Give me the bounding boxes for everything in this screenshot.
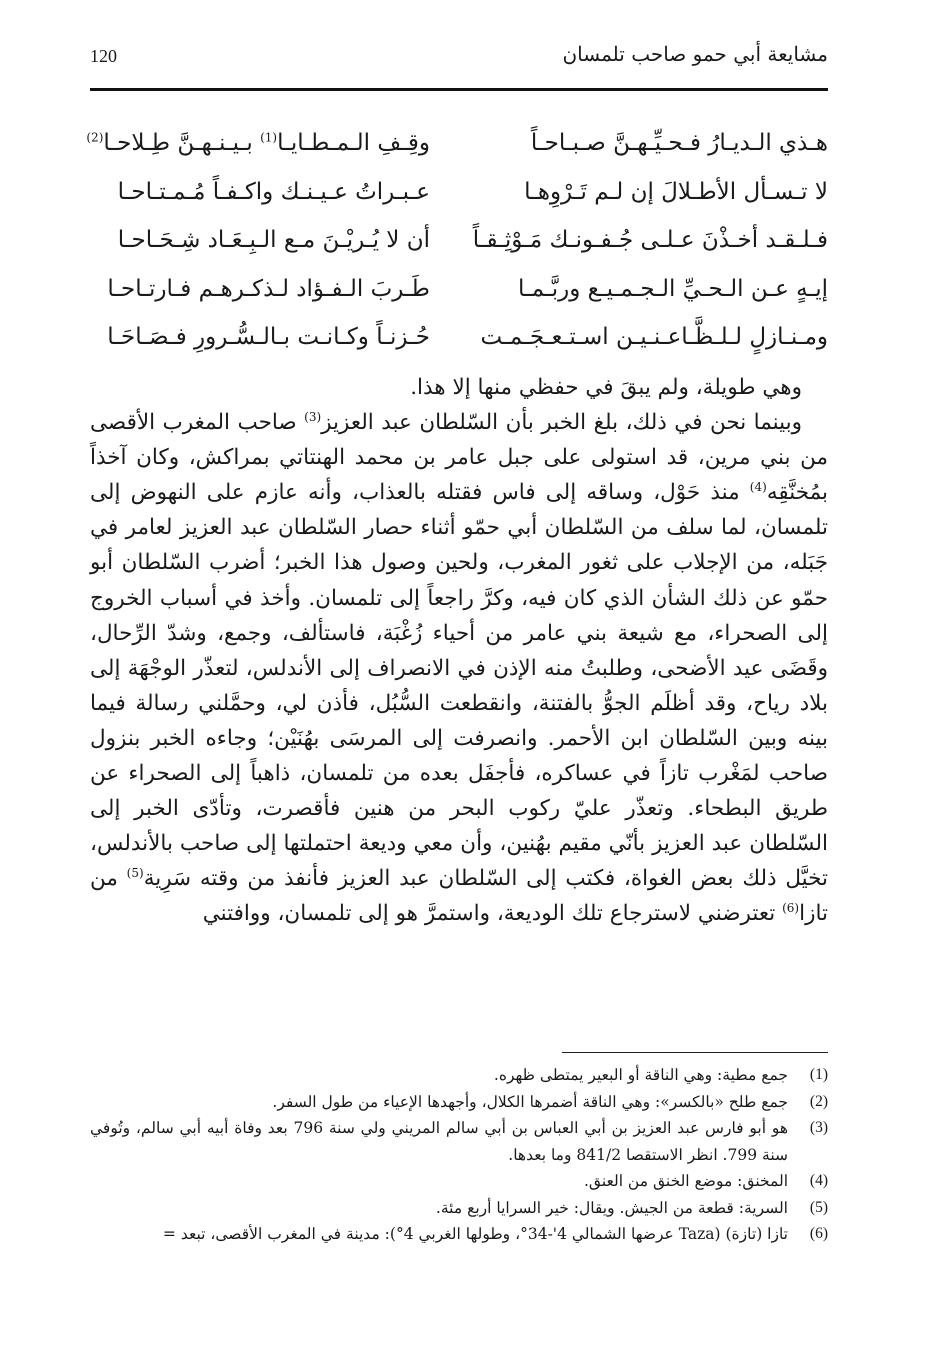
footnote-number: (3) — [809, 1119, 828, 1136]
footnote — [90, 1221, 828, 1248]
footnote-text: جمع مطية: وهي الناقة أو البعير يمتطى ظهره. — [493, 1066, 788, 1084]
verse-second-hemistich: أن لا يُـريْـنَ مـع الـبِـعَـاد شِـحَـاحـا — [117, 227, 430, 253]
footnote — [90, 1089, 828, 1116]
verse-first-hemistich: فـلـقـد أخـذْنَ عـلـى جُـفـونـك مَـوْثِـقـاً — [472, 227, 828, 253]
footnote-ref: (2) — [86, 130, 104, 145]
body-text — [90, 370, 828, 932]
page-header — [90, 40, 828, 84]
footnote-number: (2) — [809, 1092, 828, 1110]
verse-first-hemistich: لا تـسـأل الأطـلالَ إن لـم تَـرْوِهـا — [524, 178, 828, 205]
footnote-ref: (5) — [126, 866, 144, 881]
footnote — [90, 1168, 828, 1195]
verse — [86, 118, 828, 167]
footnote — [90, 1062, 828, 1089]
verse-first-hemistich: إيـهٍ عـن الـحـيِّ الـجـمـيـع وربَّـمـا — [517, 275, 828, 302]
footnote-ref: (4) — [749, 480, 767, 495]
verse — [90, 264, 828, 313]
verse — [90, 215, 828, 264]
footnote-ref: (6) — [782, 901, 800, 916]
verse-second-hemistich: عـبـراتُ عـيـنـك واكـفـاً مُـمـتـاحـا — [117, 178, 430, 205]
verse-second-hemistich: وقِـفِ الـمـطـايـا$^{(1)}$ بـيـنـهـنَّ طِـلاحـا$^{(2)}$ — [86, 130, 430, 156]
footnote-number: (5) — [809, 1198, 828, 1216]
footnote-rule — [562, 1052, 828, 1053]
footnote-ref: (3) — [304, 409, 322, 424]
paragraph: وهي طويلة، ولم يبقَ في حفظي منها إلا هذا. — [410, 375, 802, 400]
verse-first-hemistich: ومـنـازلٍ لـلـظَّـاعـنـيـن اسـتـعـجَـمـت — [480, 324, 828, 350]
footnote-text: تازا (تازة) (Taza عرضها الشمالي 4'-34°، وطولها الغربي 4°): مدينة في المغرب الأقصى، تبعد = — [162, 1225, 788, 1243]
footnote — [90, 1195, 828, 1222]
footnote-text: هو أبو فارس عبد العزيز بن أبي العباس بن أبي سالم المريني ولي سنة 796 بعد وفاة أبيه أبي سالم، وتُوفي سنة 799. انظر الاستقصا 841/2 وما بعدها. — [90, 1119, 788, 1164]
header-rule — [90, 88, 828, 91]
verse-second-hemistich: حُـزنـاً وكـانـت بـالـسُّـرورِ فـصَـاحَـا — [107, 324, 430, 350]
footnote-number: (1) — [809, 1066, 828, 1083]
footnote-ref: (1) — [260, 130, 278, 145]
footnotes — [90, 1062, 828, 1248]
footnote-text: جمع طلح «بالكسر»: وهي الناقة أضمرها الكلال، وأجهدها الإعياء من طول السفر. — [272, 1092, 788, 1111]
paragraph: وبينما نحن في ذلك، بلغ الخبر بأن السّلطان عبد العزيز$^{(3)}$ صاحب المغرب الأقصى من بني مرين، قد استولى على جبل عامر بن محمد الهنتاتي بمراكش، وكان آخذاً بمُخنَّقِه$^{(4)}$ منذ حَوْل، وساقه إلى فاس فقتله بالعذاب، وأنه عازم على النهوض إلى تلمسان، لما سلف من السّلطان أبي حمّو أثناء حصار السّلطان عبد العزيز لعامر في جَبَله، من الإجلاب على ثغور المغرب، ولحين وصول هذا الخبر؛ أضرب السّلطان أبو حمّو عن ذلك الشأن الذي كان فيه، وكرَّ راجعاً إلى تلمسان. وأخذ في أسباب الخروج إلى الصحراء، مع شيعة بني عامر من أحياء زُغْبَة، فاستألف، وجمع، وشدّ الرِّحال، وقَضَى عيد الأضحى، وطلبتُ منه الإذن في الانصراف إلى الأندلس، لتعذّر الوجْهَة إلى بلاد رياح، وقد أظلَم الجوُّ بالفتنة، وانقطعت السُّبُل، فأذن لي، وحمَّلني رسالة فيما بينه وبين السّلطان ابن الأحمر. وانصرفت إلى المرسَى بهُنَيْن؛ وجاءه الخبر بنزول صاحب لمَغْرب تازاً في عساكره، فأجفَل بعده من تلمسان، ذاهباً إلى الصحراء عن طريق البطحاء. وتعذّر عليّ ركوب البحر من هنين فأقصرت، وتأدّى الخبر إلى السّلطان عبد العزيز بأنّي مقيم بهُنين، وأن معي وديعة احتملتها إلى صاحب بالأندلس، تخيَّل ذلك بعض الغواة، فكتب إلى السّلطان عبد العزيز فأنفذ من وقته سَرِية$^{(5)}$ من تازا$^{(6)}$ تعترضني لاسترجاع تلك الوديعة، واستمرَّ هو إلى تلمسان، ووافتني — [90, 409, 828, 927]
footnote-number: (6) — [809, 1225, 828, 1242]
verse-second-hemistich: طَـربَ الـفـؤاد لـذكـرهـم فـارتـاحـا — [107, 275, 430, 302]
footnote-text: السرية: قطعة من الجيش. ويقال: خير السرايا أربع مئة. — [435, 1198, 788, 1217]
verse-first-hemistich: هـذي الـديـارُ فـحـيِّـهـنَّ صـبـاحـاً — [530, 130, 828, 156]
verse — [90, 312, 828, 361]
running-title: مشايعة أبي حمو صاحب تلمسان — [562, 42, 828, 66]
poem — [86, 118, 828, 361]
verse — [90, 167, 828, 216]
page-number: 120 — [90, 46, 117, 66]
footnote-number: (4) — [809, 1172, 828, 1189]
footnote — [90, 1115, 828, 1168]
footnote-text: المخنق: موضع الخنق من العنق. — [583, 1172, 788, 1190]
